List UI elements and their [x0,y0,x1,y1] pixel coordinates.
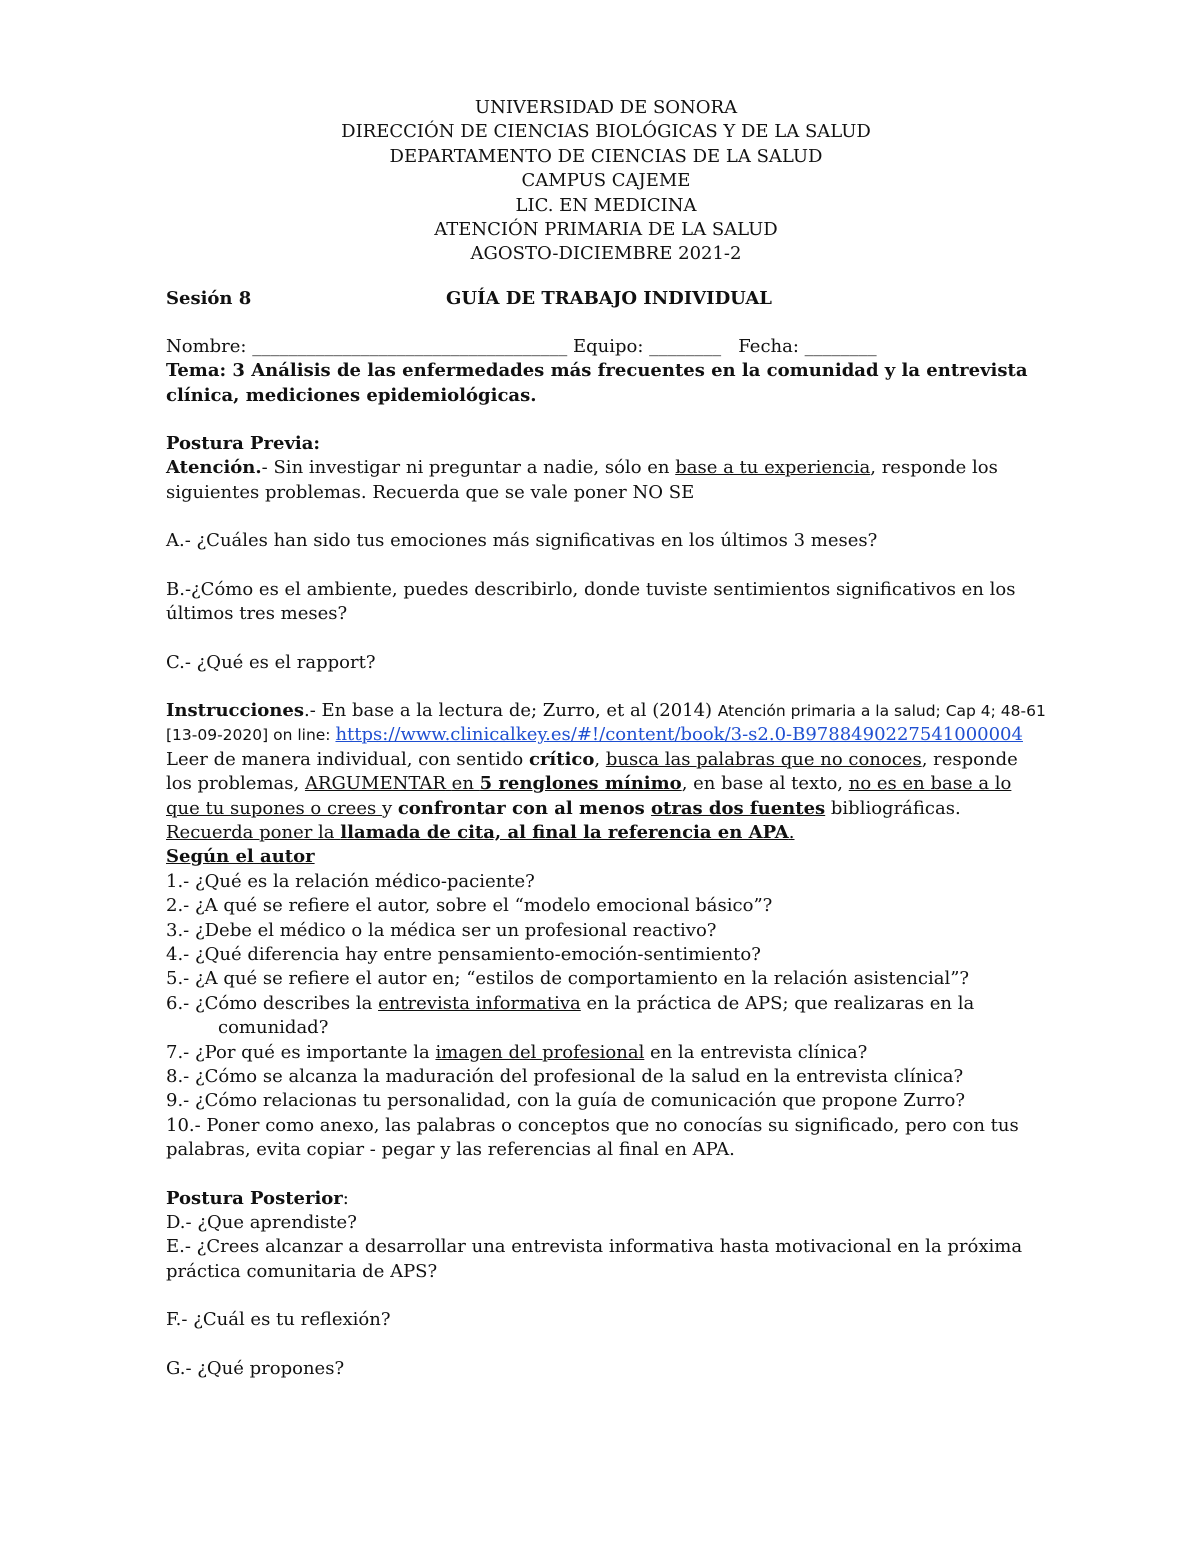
question-b: B.-¿Cómo es el ambiente, puedes describirlo, donde tuviste sentimientos significativos en los últimos tres meses? [166,578,1016,625]
imagen-profesional-text: imagen del profesional [435,1041,645,1063]
postura-previa-heading: Postura Previa: [166,433,321,455]
atencion-label: Atención. [166,457,262,479]
atencion-underlined: base a tu experiencia [675,457,871,479]
question-8: 8.- ¿Cómo se alcanza la maduración del profesional de la salud en la entrevista clínica? [166,1066,964,1087]
atencion-text: , responde los siguientes problemas. Recuerda que se vale poner NO SE [166,457,998,503]
instrucciones-text: Leer de manera individual, con sentido [166,724,1052,770]
clinicalkey-link[interactable]: https://www.clinicalkey.es/#!/content/book/3-s2.0-B9788490227541000004 [335,724,1023,746]
entrevista-informativa-text: entrevista informativa [378,992,581,1014]
confrontar-text: confrontar con al menos [397,797,652,819]
header-line: LIC. EN MEDICINA [515,194,697,216]
session-row [166,287,1046,313]
atencion-text: - Sin investigar ni preguntar a nadie, sólo en [261,457,676,479]
no-es-text: no es en base a lo que tu supones o crees [166,773,1012,819]
equipo-field: ________ [649,335,722,357]
header-line: CAMPUS CAJEME [521,170,691,192]
header-line: UNIVERSIDAD DE SONORA [474,97,738,118]
en-text: en [451,773,480,795]
equipo-label: Equipo: [567,335,650,357]
instrucciones-text: , [594,748,606,770]
segun-heading: Según el autor [166,846,315,868]
document-header [166,96,1046,267]
fecha-field: ________ [804,335,877,357]
question-4: 4.- ¿Qué diferencia hay entre pensamiento-emoción-sentimiento? [166,943,761,965]
header-line: ATENCIÓN PRIMARIA DE LA SALUD [434,219,778,241]
busca-text: busca las palabras que no conoces [605,748,922,770]
question-c: C.- ¿Qué es el rapport? [166,651,376,673]
question-6-text: en la práctica de APS; que realizaras en la [580,992,975,1014]
critico-text: crítico [528,748,595,770]
postura-posterior-label: Postura Posterior [166,1187,343,1209]
instrucciones-text: , en base al texto, [681,773,849,795]
question-9: 9.- ¿Cómo relacionas tu personalidad, con la guía de comunicación que propone Zurro? [166,1090,965,1112]
document-body [166,96,1052,1381]
question-2: 2.- ¿A qué se refiere el autor, sobre el “modelo emocional básico”? [166,895,773,917]
argumentar-text: ARGUMENTAR [304,773,446,795]
instrucciones-text: y [381,797,398,819]
question-7 [166,1041,1046,1065]
question-10: 10.- Poner como anexo, las palabras o conceptos que no conocías su significado, pero con tus palabras, evita copiar - pegar y las referencias al final en APA. [166,1114,1019,1161]
question-7-text: en la entrevista clínica? [644,1041,868,1063]
instrucciones-text: .- En base a la lectura de; Zurro, et al (2014) [303,699,718,721]
question-a: A.- ¿Cuáles han sido tus emociones más significativas en los últimos 3 meses? [166,530,878,552]
atencion-paragraph [166,456,1046,505]
question-e: E.- ¿Crees alcanzar a desarrollar una entrevista informativa hasta motivacional en la próxima práctica comunitaria de APS? [166,1236,1023,1282]
header-line: DIRECCIÓN DE CIENCIAS BIOLÓGICAS Y DE LA SALUD [341,121,871,143]
question-7-text: 7.- ¿Por qué es importante la [166,1041,436,1063]
question-1: 1.- ¿Qué es la relación médico-paciente? [166,870,535,892]
question-g: G.- ¿Qué propones? [166,1357,345,1379]
nombre-label: Nombre: [166,335,253,357]
reference-text: Atención primaria a la salud; Cap 4; 48-61 [13-09-2020] on line: [166,701,1046,745]
nombre-field: ___________________________________ [252,335,568,357]
instrucciones-text: . [788,821,795,843]
fecha-label: Fecha: [721,335,805,357]
question-6 [166,992,1046,1016]
instrucciones-label: Instrucciones [166,699,304,721]
instrucciones-text: bibliográficas. [825,797,961,819]
question-f: F.- ¿Cuál es tu reflexión? [166,1309,391,1331]
question-6-text: 6.- ¿Cómo describes la [166,992,379,1014]
question-5: 5.- ¿A qué se refiere el autor en; “estilos de comportamiento en la relación asistencial”? [166,968,970,990]
form-line [166,335,1046,359]
tema: Tema: 3 Análisis de las enfermedades más frecuentes en la comunidad y la entrevista clínica, mediciones epidemiológicas. [166,360,1028,406]
header-line: DEPARTAMENTO DE CIENCIAS DE LA SALUD [389,145,823,167]
recuerda-text: Recuerda poner la [166,821,341,843]
postura-posterior-heading [166,1187,1046,1211]
llamada-cita-text: llamada de cita, al final la referencia en APA [340,821,789,843]
instrucciones-text: , responde los problemas, [166,748,1018,795]
question-3: 3.- ¿Debe el médico o la médica ser un profesional reactivo? [166,919,717,941]
cinco-renglones-text: 5 renglones mínimo [479,773,682,795]
instrucciones-paragraph [166,699,1052,845]
session-label: Sesión 8 [166,287,252,309]
question-d: D.- ¿Que aprendiste? [166,1212,357,1234]
guide-title: GUÍA DE TRABAJO INDIVIDUAL [446,287,772,309]
header-line: AGOSTO-DICIEMBRE 2021-2 [470,243,742,265]
postura-posterior-colon: : [342,1187,349,1209]
otras-fuentes-text: otras dos fuentes [651,797,826,819]
question-6-continuation: comunidad? [218,1017,329,1039]
